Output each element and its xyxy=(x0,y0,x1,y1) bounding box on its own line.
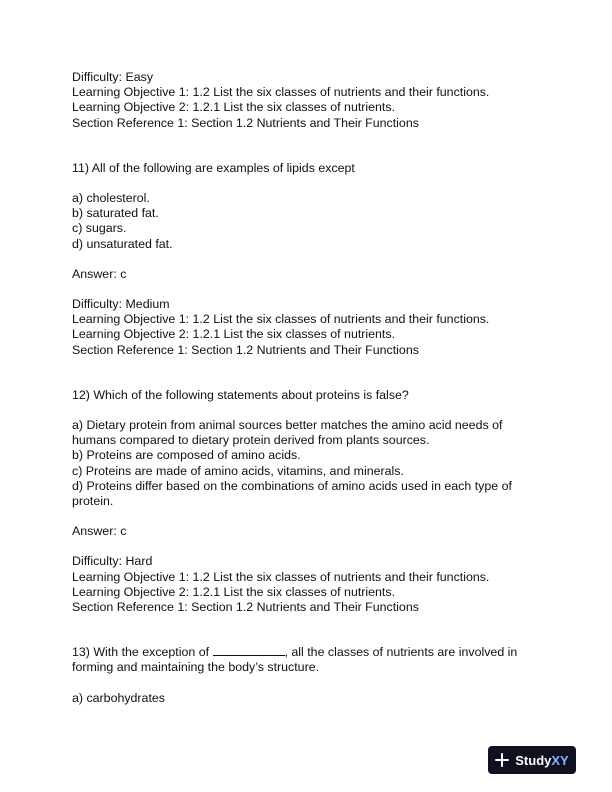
learning-objective-2: Learning Objective 2: 1.2.1 List the six classes of nutrients. xyxy=(72,584,396,599)
option-b: b) Proteins are composed of amino acids. xyxy=(72,448,301,463)
section-reference: Section Reference 1: Section 1.2 Nutrients and Their Functions xyxy=(72,115,419,130)
option-a: a) cholesterol. xyxy=(72,191,150,206)
question-11: 11) All of the following are examples of lipids except xyxy=(72,160,355,175)
option-c: c) Proteins are made of amino acids, vitamins, and minerals. xyxy=(72,463,404,478)
learning-objective-1: Learning Objective 1: 1.2 List the six classes of nutrients and their functions. xyxy=(72,312,490,327)
difficulty: Difficulty: Hard xyxy=(72,554,153,569)
brand-name: StudyXY xyxy=(515,752,569,768)
option-a: a) carbohydrates xyxy=(72,690,165,705)
answer: Answer: c xyxy=(72,524,127,539)
option-d: d) Proteins differ based on the combinations of amino acids used in each type of protein. xyxy=(72,478,512,509)
plus-icon xyxy=(495,753,509,767)
document-page xyxy=(72,70,542,706)
option-c: c) sugars. xyxy=(72,221,127,236)
option-b: b) saturated fat. xyxy=(72,206,159,221)
difficulty: Difficulty: Medium xyxy=(72,297,170,312)
fill-in-blank xyxy=(213,645,285,656)
question-13-end: , all the classes of nutrients are involved in forming and maintaining the body’s structure. xyxy=(72,645,518,675)
question-12: 12) Which of the following statements about proteins is false? xyxy=(72,387,409,402)
learning-objective-1: Learning Objective 1: 1.2 List the six classes of nutrients and their functions. xyxy=(72,85,490,100)
studyxy-badge[interactable] xyxy=(488,746,576,774)
learning-objective-2: Learning Objective 2: 1.2.1 List the six classes of nutrients. xyxy=(72,100,396,115)
section-reference: Section Reference 1: Section 1.2 Nutrients and Their Functions xyxy=(72,342,419,357)
section-reference: Section Reference 1: Section 1.2 Nutrients and Their Functions xyxy=(72,600,419,615)
answer: Answer: c xyxy=(72,266,127,281)
learning-objective-1: Learning Objective 1: 1.2 List the six classes of nutrients and their functions. xyxy=(72,569,490,584)
question-13-start: 13) With the exception of xyxy=(72,645,213,660)
question-13 xyxy=(72,645,542,675)
option-d: d) unsaturated fat. xyxy=(72,236,173,251)
option-a: a) Dietary protein from animal sources better matches the amino acid needs of humans compared to dietary protein derived from plants sources. xyxy=(72,418,503,448)
learning-objective-2: Learning Objective 2: 1.2.1 List the six classes of nutrients. xyxy=(72,327,396,342)
difficulty: Difficulty: Easy xyxy=(72,70,154,84)
